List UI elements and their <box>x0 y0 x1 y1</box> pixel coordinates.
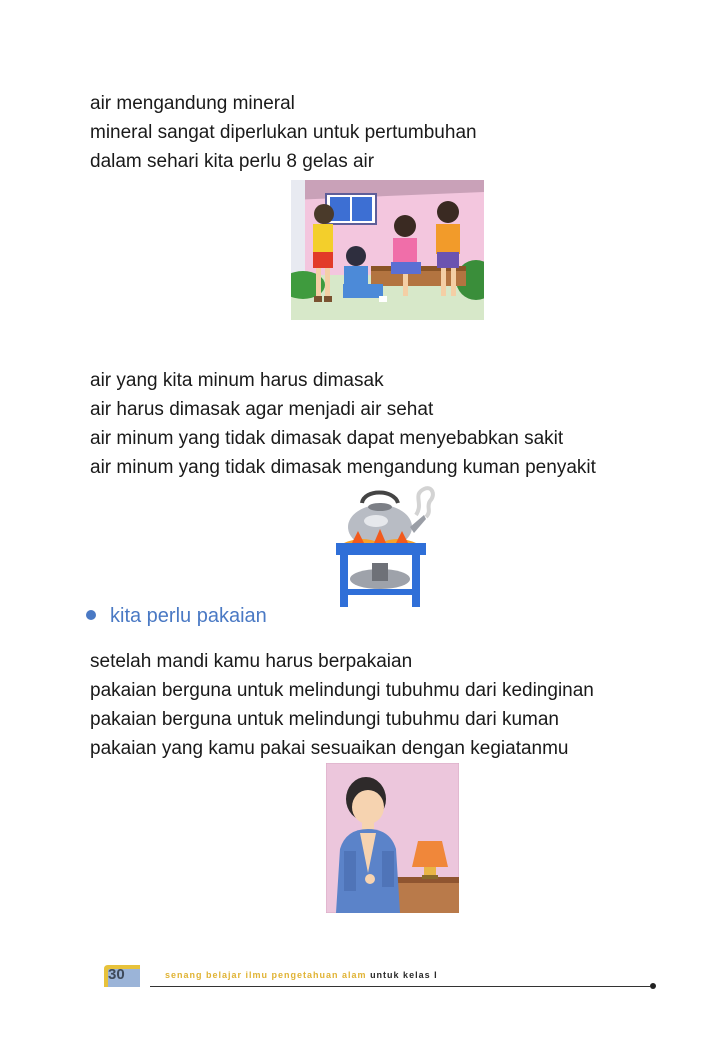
illustration-boy-dressing <box>326 763 459 913</box>
page-footer <box>0 955 728 1015</box>
paragraph-water-minerals <box>90 89 477 176</box>
text-line: mineral sangat diperlukan untuk pertumbuhan <box>90 122 477 143</box>
footer-book-title <box>165 970 438 980</box>
illustration-kettle-stove <box>332 485 442 611</box>
footer-rule-dot <box>650 983 656 989</box>
text-line: air harus dimasak agar menjadi air sehat <box>90 399 434 420</box>
book-title: senang belajar ilmu pengetahuan alam <box>165 970 367 980</box>
paragraph-clothing <box>90 647 594 763</box>
page-number: 30 <box>108 966 125 983</box>
text-line: pakaian berguna untuk melindungi tubuhmu dari kedinginan <box>90 680 594 701</box>
section-heading <box>86 605 267 628</box>
text-line: air mengandung mineral <box>90 93 295 114</box>
text-line: pakaian yang kamu pakai sesuaikan dengan kegiatanmu <box>90 738 569 759</box>
text-line: pakaian berguna untuk melindungi tubuhmu dari kuman <box>90 709 559 730</box>
text-line: dalam sehari kita perlu 8 gelas air <box>90 151 375 172</box>
heading-text: kita perlu pakaian <box>110 605 267 627</box>
text-line: air yang kita minum harus dimasak <box>90 370 384 391</box>
paragraph-boiled-water <box>90 366 596 482</box>
text-line: air minum yang tidak dimasak dapat menyebabkan sakit <box>90 428 564 449</box>
illustration-children-drinking <box>291 180 484 320</box>
book-subtitle: untuk kelas I <box>370 970 438 980</box>
text-line: setelah mandi kamu harus berpakaian <box>90 651 413 672</box>
footer-rule <box>150 986 650 987</box>
text-line: air minum yang tidak dimasak mengandung kuman penyakit <box>90 457 596 478</box>
bullet-icon <box>86 610 96 620</box>
